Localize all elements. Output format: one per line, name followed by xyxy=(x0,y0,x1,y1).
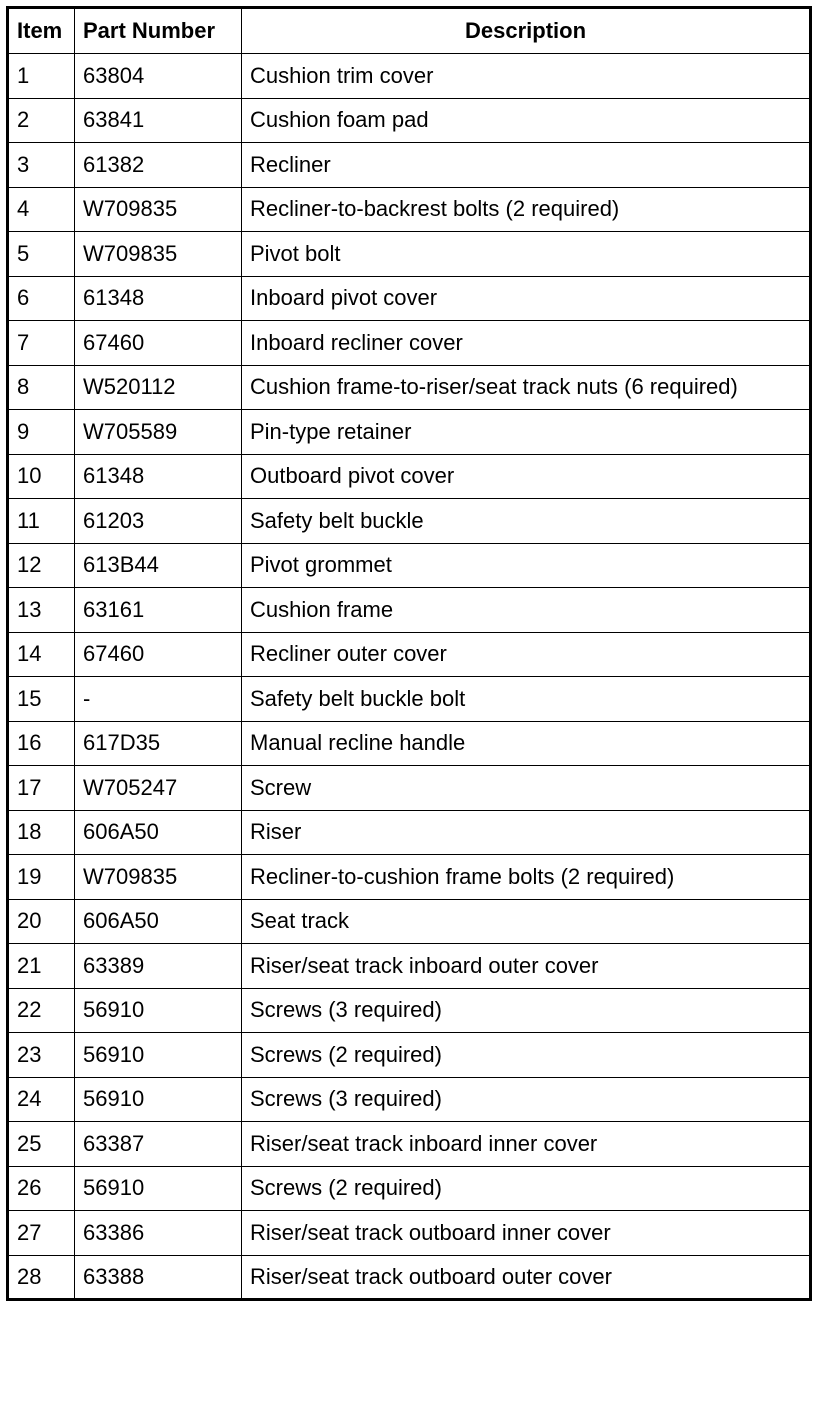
header-row xyxy=(8,8,811,54)
cell-item: 17 xyxy=(8,766,75,811)
cell-item: 20 xyxy=(8,899,75,944)
cell-description: Seat track xyxy=(242,899,811,944)
cell-description: Recliner xyxy=(242,143,811,188)
cell-description: Pivot grommet xyxy=(242,543,811,588)
table-row xyxy=(8,410,811,455)
cell-item: 19 xyxy=(8,855,75,900)
cell-item: 23 xyxy=(8,1033,75,1078)
cell-description: Riser/seat track outboard inner cover xyxy=(242,1211,811,1256)
table-row xyxy=(8,988,811,1033)
cell-description: Safety belt buckle bolt xyxy=(242,677,811,722)
cell-item: 12 xyxy=(8,543,75,588)
cell-part-number: 56910 xyxy=(75,988,242,1033)
cell-description: Cushion frame xyxy=(242,588,811,633)
cell-part-number: W705589 xyxy=(75,410,242,455)
cell-part-number: 63389 xyxy=(75,944,242,989)
cell-part-number: 67460 xyxy=(75,321,242,366)
cell-description: Recliner outer cover xyxy=(242,632,811,677)
cell-description: Cushion trim cover xyxy=(242,54,811,99)
cell-item: 11 xyxy=(8,499,75,544)
cell-part-number: 63804 xyxy=(75,54,242,99)
cell-part-number: - xyxy=(75,677,242,722)
table-row xyxy=(8,543,811,588)
cell-part-number: 606A50 xyxy=(75,810,242,855)
cell-item: 14 xyxy=(8,632,75,677)
table-row xyxy=(8,588,811,633)
parts-table xyxy=(6,6,812,1301)
cell-part-number: 61382 xyxy=(75,143,242,188)
cell-item: 1 xyxy=(8,54,75,99)
cell-description: Screws (3 required) xyxy=(242,1077,811,1122)
table-row xyxy=(8,54,811,99)
table-row xyxy=(8,143,811,188)
table-row xyxy=(8,944,811,989)
cell-part-number: W709835 xyxy=(75,855,242,900)
cell-description: Screw xyxy=(242,766,811,811)
cell-part-number: 63386 xyxy=(75,1211,242,1256)
cell-part-number: W705247 xyxy=(75,766,242,811)
cell-part-number: 606A50 xyxy=(75,899,242,944)
cell-item: 13 xyxy=(8,588,75,633)
cell-description: Safety belt buckle xyxy=(242,499,811,544)
cell-description: Cushion frame-to-riser/seat track nuts (6 required) xyxy=(242,365,811,410)
cell-item: 5 xyxy=(8,232,75,277)
cell-description: Pivot bolt xyxy=(242,232,811,277)
table-row xyxy=(8,187,811,232)
cell-description: Screws (2 required) xyxy=(242,1033,811,1078)
table-row xyxy=(8,499,811,544)
cell-item: 9 xyxy=(8,410,75,455)
cell-description: Screws (2 required) xyxy=(242,1166,811,1211)
table-row xyxy=(8,1166,811,1211)
cell-item: 21 xyxy=(8,944,75,989)
cell-part-number: 613B44 xyxy=(75,543,242,588)
cell-part-number: 617D35 xyxy=(75,721,242,766)
cell-description: Outboard pivot cover xyxy=(242,454,811,499)
cell-description: Riser/seat track outboard outer cover xyxy=(242,1255,811,1300)
header-item: Item xyxy=(8,8,75,54)
cell-item: 16 xyxy=(8,721,75,766)
cell-item: 6 xyxy=(8,276,75,321)
cell-item: 25 xyxy=(8,1122,75,1167)
table-row xyxy=(8,1211,811,1256)
table-row xyxy=(8,365,811,410)
cell-part-number: 63161 xyxy=(75,588,242,633)
cell-description: Pin-type retainer xyxy=(242,410,811,455)
cell-item: 15 xyxy=(8,677,75,722)
cell-description: Inboard recliner cover xyxy=(242,321,811,366)
cell-item: 26 xyxy=(8,1166,75,1211)
cell-description: Manual recline handle xyxy=(242,721,811,766)
table-row xyxy=(8,1255,811,1300)
table-row xyxy=(8,276,811,321)
table-row xyxy=(8,1077,811,1122)
table-row xyxy=(8,721,811,766)
cell-part-number: 61348 xyxy=(75,276,242,321)
table-row xyxy=(8,899,811,944)
cell-part-number: 56910 xyxy=(75,1033,242,1078)
table-row xyxy=(8,855,811,900)
cell-description: Riser/seat track inboard inner cover xyxy=(242,1122,811,1167)
cell-part-number: W709835 xyxy=(75,232,242,277)
cell-description: Recliner-to-cushion frame bolts (2 required) xyxy=(242,855,811,900)
cell-part-number: 63387 xyxy=(75,1122,242,1167)
table-row xyxy=(8,1122,811,1167)
cell-description: Cushion foam pad xyxy=(242,98,811,143)
cell-item: 18 xyxy=(8,810,75,855)
table-body xyxy=(8,54,811,1300)
cell-description: Screws (3 required) xyxy=(242,988,811,1033)
cell-description: Inboard pivot cover xyxy=(242,276,811,321)
table-row xyxy=(8,766,811,811)
cell-part-number: 63388 xyxy=(75,1255,242,1300)
table-row xyxy=(8,632,811,677)
table-row xyxy=(8,1033,811,1078)
table-row xyxy=(8,98,811,143)
cell-item: 4 xyxy=(8,187,75,232)
table-row xyxy=(8,321,811,366)
cell-item: 3 xyxy=(8,143,75,188)
cell-item: 22 xyxy=(8,988,75,1033)
cell-part-number: 56910 xyxy=(75,1077,242,1122)
cell-part-number: W709835 xyxy=(75,187,242,232)
cell-part-number: 61348 xyxy=(75,454,242,499)
cell-item: 10 xyxy=(8,454,75,499)
cell-part-number: 67460 xyxy=(75,632,242,677)
table-row xyxy=(8,677,811,722)
cell-item: 2 xyxy=(8,98,75,143)
cell-item: 24 xyxy=(8,1077,75,1122)
table-row xyxy=(8,232,811,277)
cell-part-number: 63841 xyxy=(75,98,242,143)
cell-item: 7 xyxy=(8,321,75,366)
cell-part-number: W520112 xyxy=(75,365,242,410)
table-row xyxy=(8,810,811,855)
cell-item: 28 xyxy=(8,1255,75,1300)
cell-part-number: 61203 xyxy=(75,499,242,544)
cell-item: 27 xyxy=(8,1211,75,1256)
cell-part-number: 56910 xyxy=(75,1166,242,1211)
cell-description: Recliner-to-backrest bolts (2 required) xyxy=(242,187,811,232)
header-description: Description xyxy=(242,8,811,54)
header-part-number: Part Number xyxy=(75,8,242,54)
table-header xyxy=(8,8,811,54)
cell-description: Riser/seat track inboard outer cover xyxy=(242,944,811,989)
cell-item: 8 xyxy=(8,365,75,410)
cell-description: Riser xyxy=(242,810,811,855)
table-row xyxy=(8,454,811,499)
